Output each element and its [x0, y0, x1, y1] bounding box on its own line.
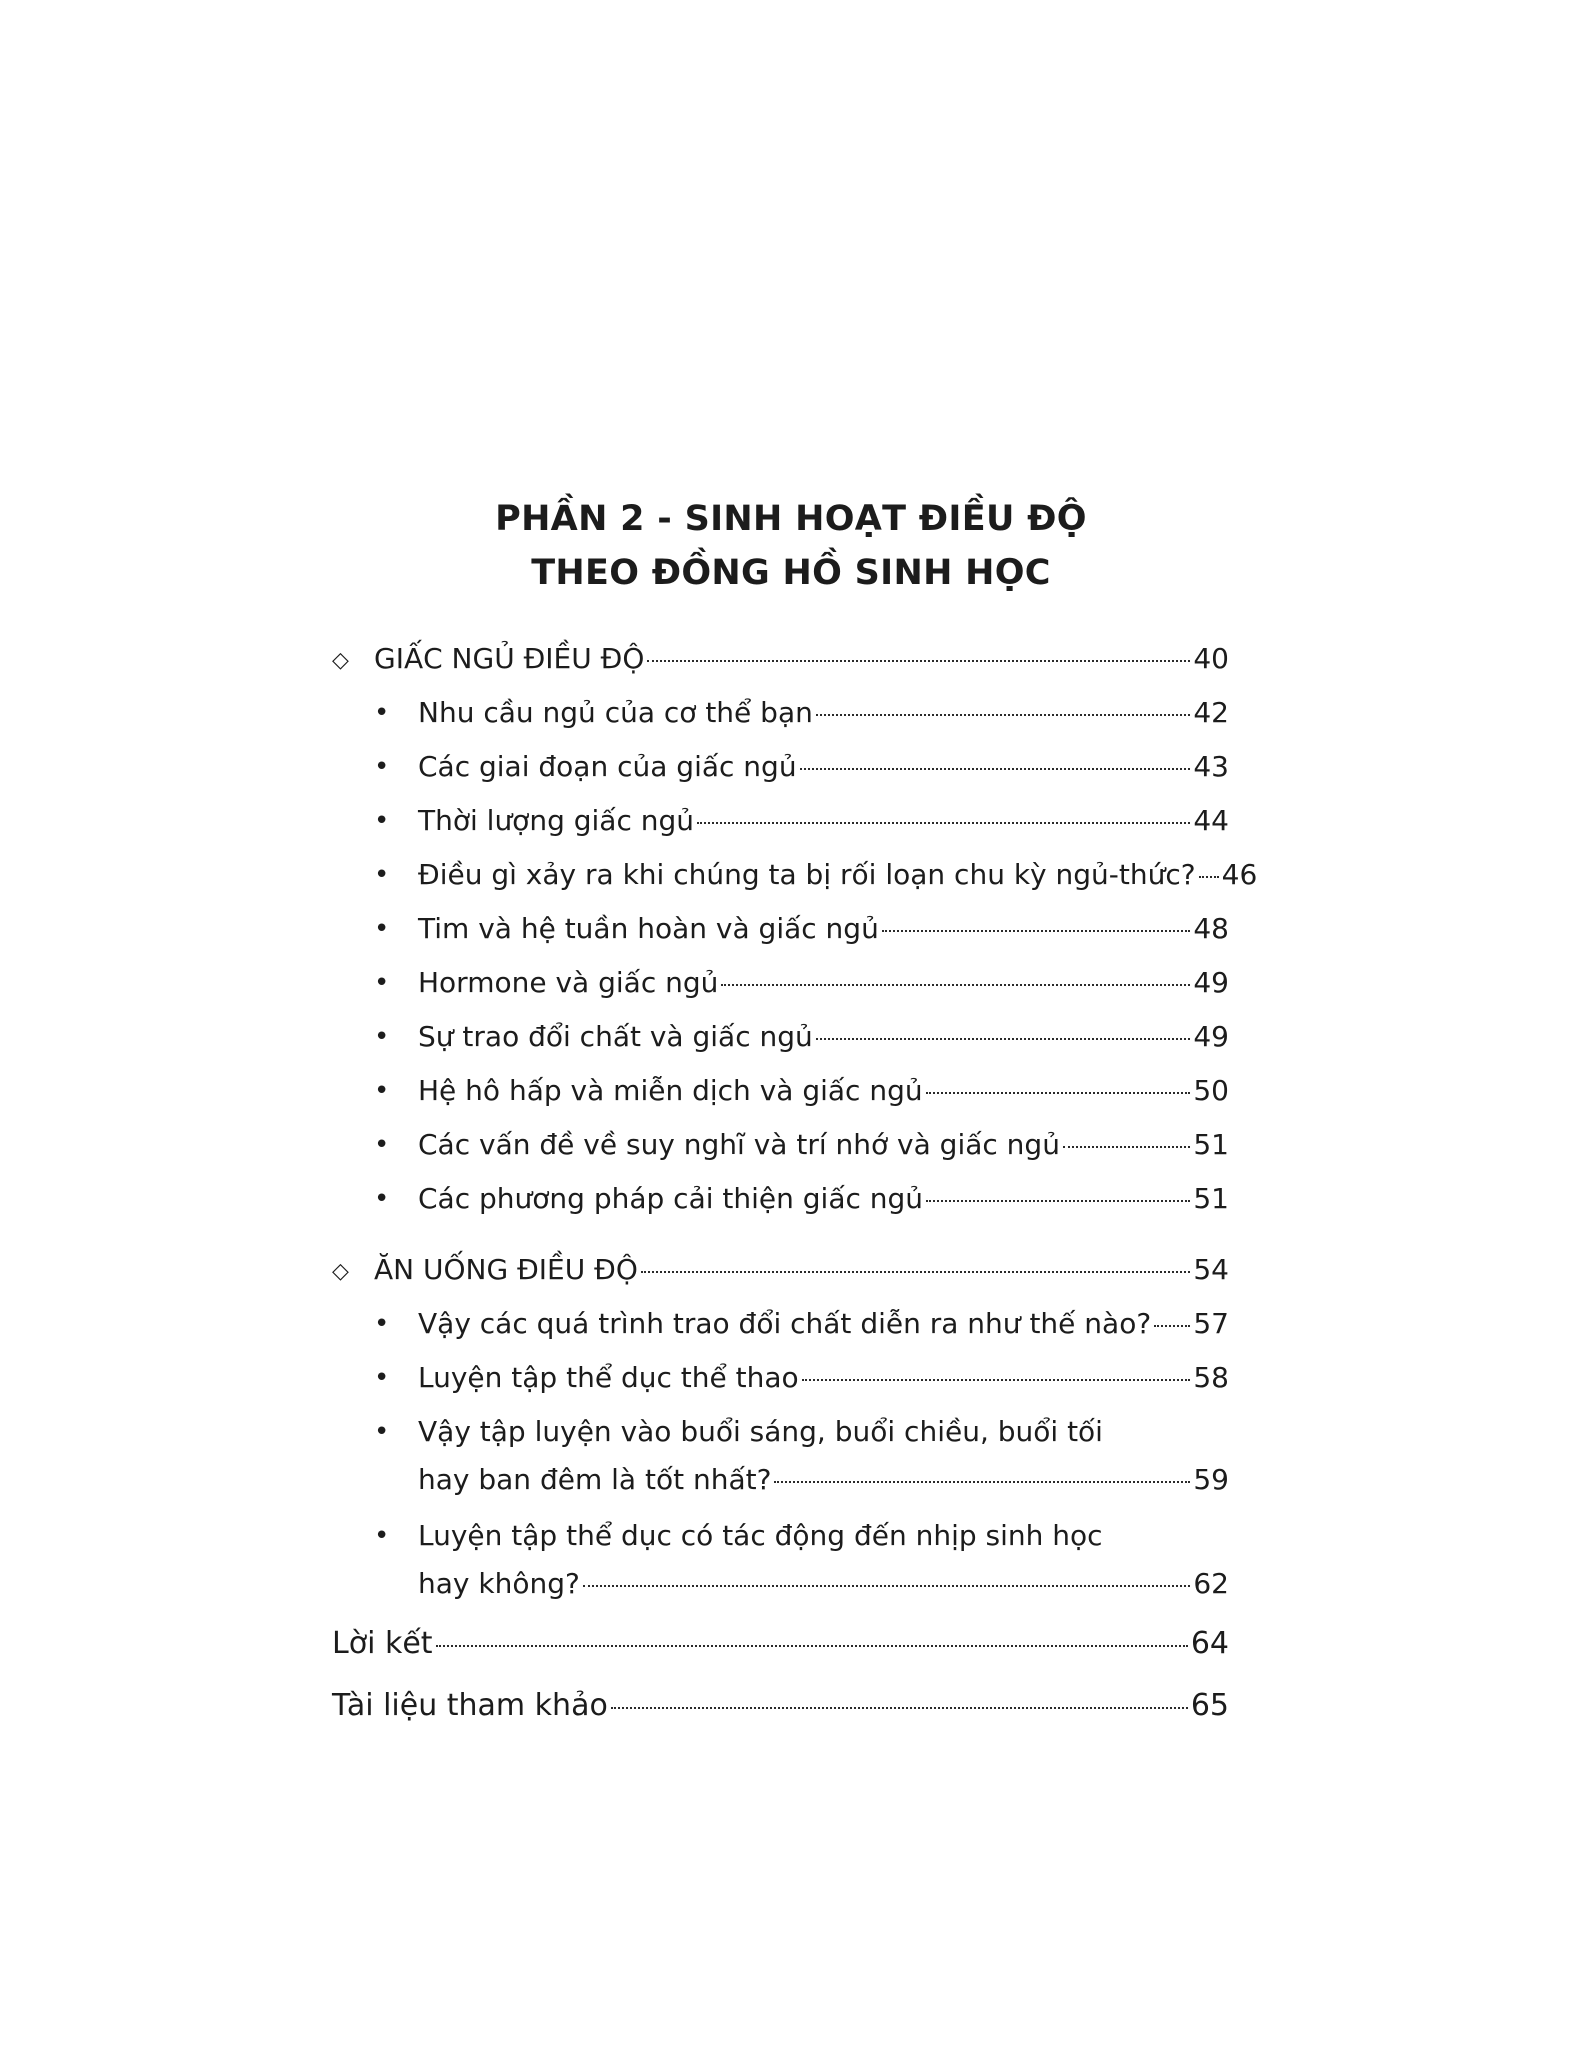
toc-page-number: 51	[1193, 1182, 1229, 1215]
toc-page-number: 46	[1221, 858, 1258, 891]
toc-entry-label: Tài liệu tham khảo	[332, 1688, 608, 1723]
toc-item-label: Điều gì xảy ra khi chúng ta bị rối loạn chu kỳ ngủ-thức?	[418, 858, 1196, 891]
dot-leader	[802, 1379, 1191, 1381]
toc-item-label: Luyện tập thể dục có tác động đến nhịp sinh học	[418, 1519, 1103, 1552]
toc-item-label: Hormone và giấc ngủ	[418, 966, 719, 999]
toc-item-label: Tim và hệ tuần hoàn và giấc ngủ	[418, 912, 879, 945]
toc-section-title: ĂN UỐNG ĐIỀU ĐỘ	[374, 1253, 638, 1286]
toc-page-number: 48	[1193, 912, 1229, 945]
dot-leader	[641, 1271, 1191, 1273]
toc-section-eating[interactable]	[332, 1243, 1229, 1297]
dot-leader	[583, 1585, 1191, 1587]
toc-item[interactable]	[332, 1010, 1229, 1064]
toc-item[interactable]	[332, 1351, 1229, 1405]
bullet-icon: •	[374, 1130, 390, 1160]
toc-page-number: 59	[1193, 1463, 1229, 1496]
dot-leader	[800, 768, 1191, 770]
toc-page-number: 62	[1193, 1567, 1229, 1600]
bullet-icon: •	[374, 806, 390, 836]
dot-leader	[697, 822, 1190, 824]
toc-page-number: 65	[1190, 1688, 1229, 1723]
toc-page-number: 42	[1193, 696, 1229, 729]
toc-page-number: 51	[1193, 1128, 1229, 1161]
toc-item-label: Hệ hô hấp và miễn dịch và giấc ngủ	[418, 1074, 923, 1107]
toc-item[interactable]	[332, 794, 1229, 848]
toc-item-label: Vậy các quá trình trao đổi chất diễn ra như thế nào?	[418, 1307, 1152, 1340]
toc-item[interactable]	[332, 1172, 1229, 1226]
dot-leader	[882, 930, 1191, 932]
toc-item-label: Nhu cầu ngủ của cơ thể bạn	[418, 696, 813, 729]
toc-item[interactable]	[332, 848, 1258, 902]
toc-page-number: 43	[1193, 750, 1229, 783]
dot-leader	[816, 714, 1191, 716]
bullet-icon: •	[374, 1363, 390, 1393]
toc-item-label-continued: hay ban đêm là tốt nhất?	[418, 1463, 772, 1496]
toc-page-number: 50	[1193, 1074, 1229, 1107]
bullet-icon: •	[374, 1309, 390, 1339]
toc-item[interactable]	[332, 956, 1229, 1010]
dot-leader	[1199, 876, 1219, 878]
bullet-icon: •	[374, 1521, 390, 1551]
toc-section-sleep[interactable]	[332, 632, 1229, 686]
dot-leader	[926, 1200, 1190, 1202]
dot-leader	[647, 660, 1190, 662]
chapter-title-line-2: THEO ĐỒNG HỒ SINH HỌC	[531, 553, 1051, 593]
bullet-icon: •	[374, 1076, 390, 1106]
dot-leader	[1063, 1146, 1190, 1148]
bullet-icon: •	[374, 968, 390, 998]
toc-item[interactable]	[332, 740, 1229, 794]
toc-item-label: Thời lượng giấc ngủ	[418, 804, 695, 837]
toc-page-number: 58	[1193, 1361, 1229, 1394]
bullet-icon: •	[374, 1022, 390, 1052]
dot-leader	[1154, 1325, 1190, 1327]
toc-page-number: 64	[1190, 1626, 1229, 1661]
toc-item[interactable]	[332, 1118, 1229, 1172]
toc-entry-references[interactable]	[332, 1675, 1229, 1737]
toc-page-number: 44	[1193, 804, 1229, 837]
toc-item[interactable]	[332, 902, 1229, 956]
toc-entry-conclusion[interactable]	[332, 1613, 1229, 1675]
toc-item-label-continued: hay không?	[418, 1567, 580, 1600]
toc-page-number: 54	[1193, 1253, 1229, 1286]
toc-item-label: Các vấn đề về suy nghĩ và trí nhớ và giấc ngủ	[418, 1128, 1060, 1161]
dot-leader	[721, 984, 1190, 986]
diamond-icon: ◇	[332, 1259, 349, 1284]
toc-item-multiline[interactable]	[332, 1405, 1229, 1457]
toc-entry-label: Lời kết	[332, 1626, 433, 1661]
toc-item-multiline[interactable]	[332, 1509, 1229, 1561]
toc-page-number: 40	[1193, 642, 1229, 675]
toc-item[interactable]	[332, 686, 1229, 740]
toc-item-continuation[interactable]	[332, 1561, 1229, 1613]
bullet-icon: •	[374, 1184, 390, 1214]
bullet-icon: •	[374, 914, 390, 944]
toc-item[interactable]	[332, 1064, 1229, 1118]
toc-page-number: 57	[1193, 1307, 1229, 1340]
dot-leader	[611, 1707, 1188, 1709]
bullet-icon: •	[374, 752, 390, 782]
dot-leader	[774, 1481, 1190, 1483]
toc-item-label: Sự trao đổi chất và giấc ngủ	[418, 1020, 813, 1053]
dot-leader	[816, 1038, 1191, 1040]
toc-item-label: Các phương pháp cải thiện giấc ngủ	[418, 1182, 924, 1215]
diamond-icon: ◇	[332, 648, 349, 673]
toc-item-label: Vậy tập luyện vào buổi sáng, buổi chiều, buổi tối	[418, 1415, 1103, 1448]
toc-item-continuation[interactable]	[332, 1457, 1229, 1509]
toc-item[interactable]	[332, 1297, 1229, 1351]
bullet-icon: •	[374, 1417, 390, 1447]
chapter-title-line-1: PHẦN 2 - SINH HOẠT ĐIỀU ĐỘ	[495, 499, 1087, 539]
toc-page-number: 49	[1193, 966, 1229, 999]
toc-page-number: 49	[1193, 1020, 1229, 1053]
table-of-contents	[332, 632, 1258, 1737]
section-spacer	[332, 1226, 1229, 1243]
dot-leader	[436, 1645, 1188, 1647]
toc-item-label: Luyện tập thể dục thể thao	[418, 1361, 799, 1394]
bullet-icon: •	[374, 860, 390, 890]
dot-leader	[926, 1092, 1191, 1094]
bullet-icon: •	[374, 698, 390, 728]
toc-item-label: Các giai đoạn của giấc ngủ	[418, 750, 797, 783]
toc-section-title: GIẤC NGỦ ĐIỀU ĐỘ	[374, 642, 645, 675]
